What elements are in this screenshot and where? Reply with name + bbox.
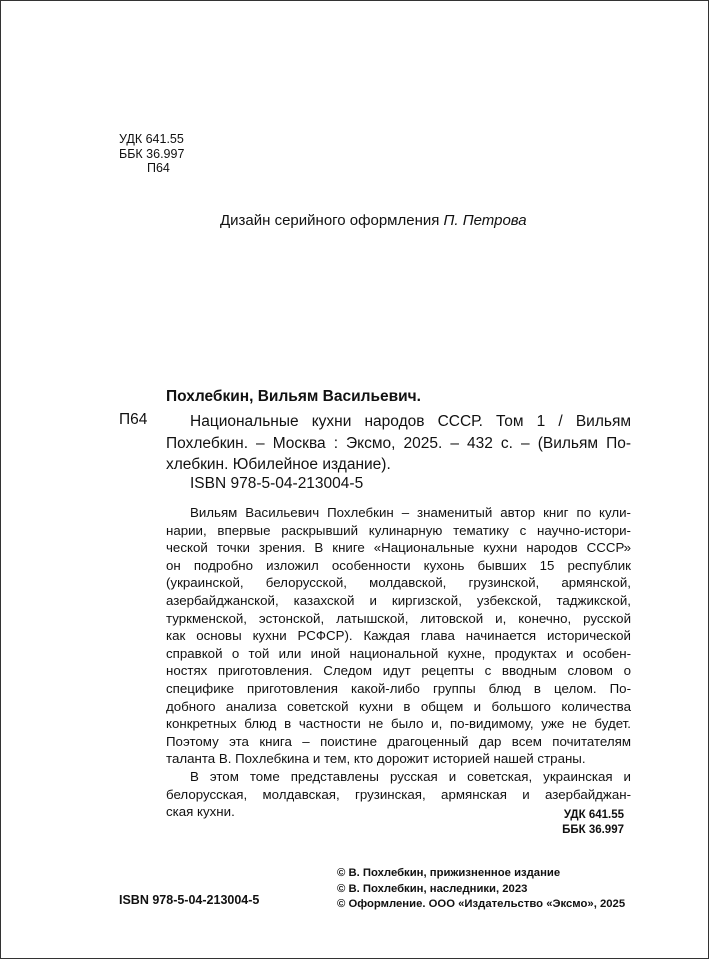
copyright-line: © В. Похлебкин, прижизненное издание: [337, 867, 561, 879]
annotation-line: В этом томе представлены русская и советская, украинская и: [190, 768, 631, 784]
annotation-line: ческой точки зрения. В книге «Национальные кухни народов СССР»: [166, 540, 631, 556]
biblio-line: Национальные кухни народов СССР. Том 1 / Вильям: [190, 413, 631, 430]
designer-name: П. Петрова: [443, 212, 527, 229]
isbn-bottom: ISBN 978-5-04-213004-5: [119, 893, 260, 907]
annotation-text: [166, 504, 631, 821]
annotation-line: азербайджанской, казахской и киргизской, узбекской, таджикской,: [166, 592, 631, 608]
annotation-line: таланта В. Похлебкина и тем, кто дорожит историей нашей страны.: [166, 751, 586, 767]
annotation-line: справкой о той или иной национальной кухне, продуктах и особен-: [166, 645, 631, 661]
annotation-line: ностях приготовления. Следом идут рецепты с вводным словом о: [166, 663, 631, 679]
bibliographic-description: [166, 411, 631, 476]
annotation-line: ская кухни.: [166, 804, 235, 820]
annotation-line: нарии, впервые раскрывший кулинарную тематику с научно-истори-: [166, 522, 631, 538]
annotation-line: Вильям Васильевич Похлебкин – знаменитый автор книг по кули-: [190, 505, 631, 520]
bottom-udk-code: УДК 641.55: [563, 809, 624, 821]
annotation-line: он подробно изложил особенности кухонь бывших 15 республик: [166, 557, 631, 573]
annotation-line: конкретных блюд в частности не было и, по-видимому, уже не будет.: [166, 716, 631, 732]
annotation-line: (украинской, белорусской, молдавской, грузинской, армянской,: [166, 575, 631, 591]
udk-code: УДК 641.55: [119, 132, 184, 146]
copyright-block: [337, 866, 625, 913]
bottom-bbk-code: ББК 36.997: [562, 823, 624, 836]
biblio-line: хлебкин. Юбилейное издание).: [166, 456, 391, 473]
bottom-classification-codes: [562, 808, 624, 837]
biblio-author-sign: П64: [119, 411, 148, 428]
biblio-line: Похлебкин. – Москва : Эксмо, 2025. – 432 с. – (Вильям По-: [166, 434, 631, 452]
annotation-line: специфике приготовления какой-либо группы блюд в целом. По-: [166, 680, 631, 696]
annotation-line: белорусская, молдавская, грузинская, армянская и азербайджан-: [166, 786, 631, 802]
annotation-line: туркменской, эстонской, латышской, литовской и, конечно, русской: [166, 610, 631, 626]
author-sign-code: П64: [147, 161, 170, 175]
annotation-line: как основы кухни РСФСР). Каждая глава начинается исторической: [166, 628, 631, 644]
copyright-line: © Оформление. ООО «Издательство «Эксмо», 2025: [337, 898, 626, 910]
classification-codes: [119, 132, 184, 176]
author-heading: Похлебкин, Вильям Васильевич.: [166, 388, 421, 405]
annotation-line: добного анализа советской кухни в общем и большого количества: [166, 698, 631, 714]
bbk-code: ББК 36.997: [119, 146, 185, 161]
copyright-line: © В. Похлебкин, наследники, 2023: [337, 882, 528, 895]
design-credit-prefix: Дизайн серийного оформления: [220, 212, 440, 229]
isbn-main: ISBN 978-5-04-213004-5: [190, 475, 364, 492]
annotation-line: Поэтому эта книга – поистине драгоценный дар всем почитателям: [166, 733, 631, 749]
series-design-credit: [220, 212, 527, 229]
